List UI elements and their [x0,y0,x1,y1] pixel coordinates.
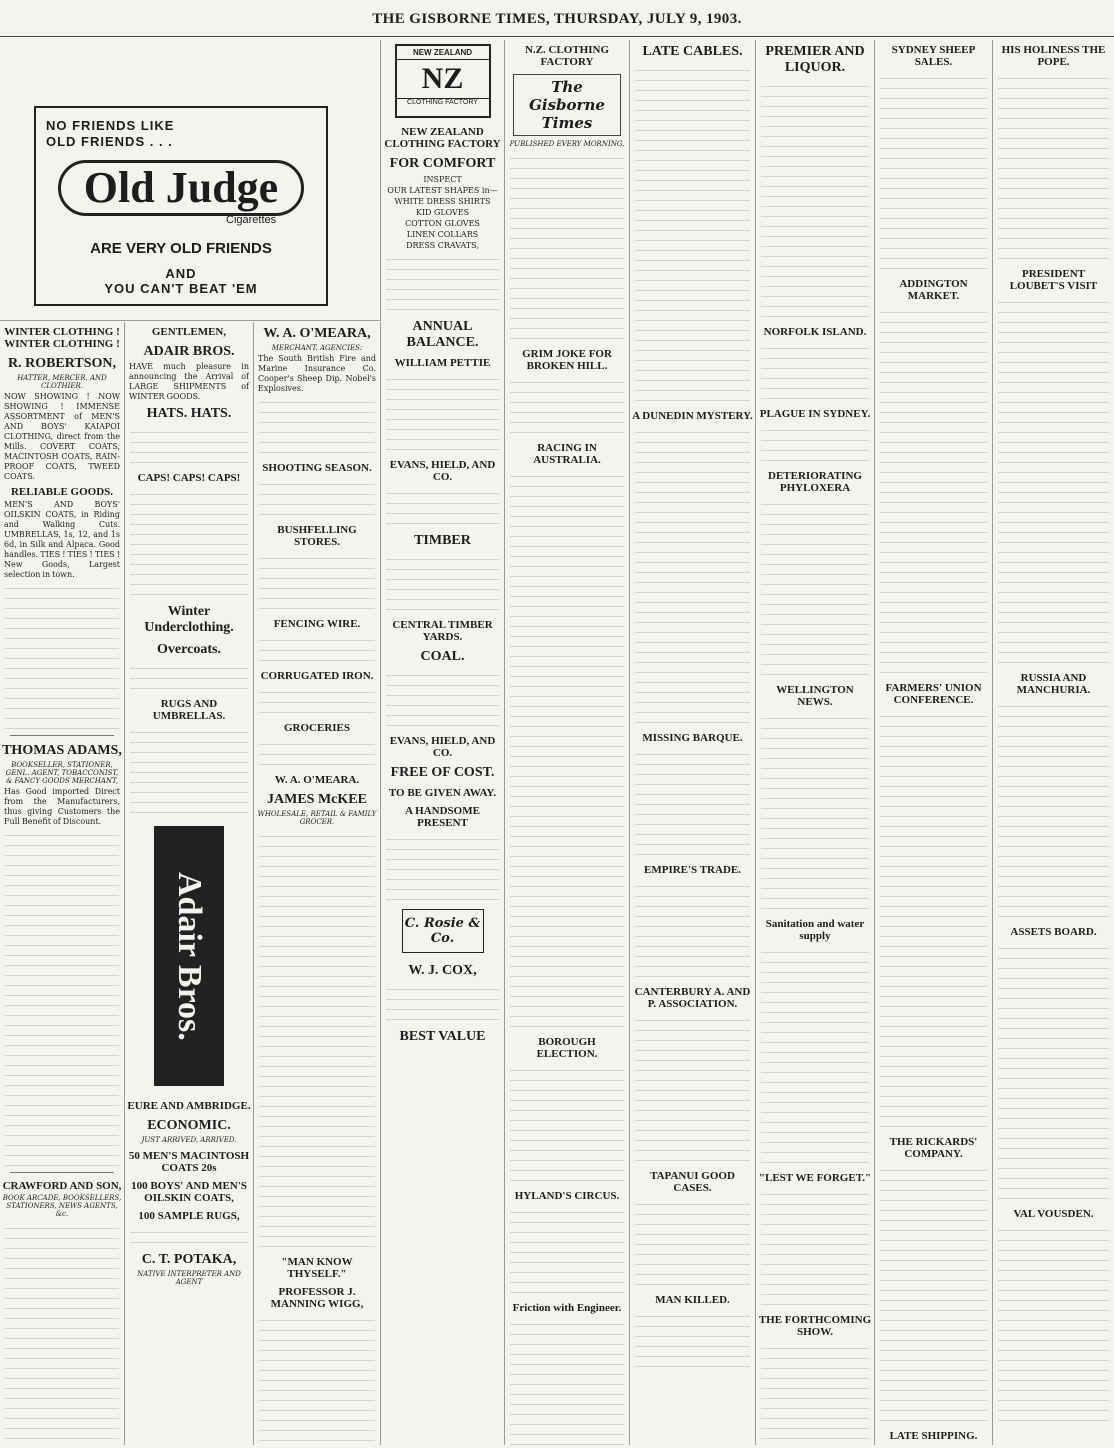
racing-heading: RACING IN AUSTRALIA. [533,442,601,466]
wigg-heading: PROFESSOR J. MANNING WIGG, [270,1286,364,1310]
adair-bros-heading: ADAIR BROS. [143,344,235,359]
rickards-company-heading: THE RICKARDS' COMPANY. [889,1136,978,1160]
text-block [635,64,750,404]
list-item: KID GLOVES [415,208,470,217]
mckee-sub: WHOLESALE, RETAIL & FAMILY GROCER. [257,810,377,826]
text-block [880,306,987,676]
text-block [259,396,375,456]
canterbury-heading: CANTERBURY A. AND P. ASSOCIATION. [634,986,751,1010]
caps-heading: CAPS! CAPS! CAPS! [137,472,241,484]
ad-line3: ARE VERY OLD FRIENDS [90,240,272,257]
list-item: COTTON GLOVES [405,219,480,228]
borough-election-heading: BOROUGH ELECTION. [536,1036,598,1060]
eure-ambridge-heading: EURE AND AMBRIDGE. [127,1100,251,1112]
text-block [510,1318,624,1445]
text-block [386,983,499,1023]
ad-brand-logo: Old Judge [58,160,304,216]
text-block [130,488,248,598]
masthead: THE GISBORNE TIMES, THURSDAY, JULY 9, 1903. [0,0,1114,37]
text-block [635,748,750,858]
friction-engineer-heading: Friction with Engineer. [512,1302,622,1314]
for-comfort-heading: FOR COMFORT [389,156,496,171]
central-timber-heading: CENTRAL TIMBER YARDS. [392,619,493,643]
overcoats-heading: Overcoats. [157,642,221,657]
nz-clothing-factory-heading: N.Z. CLOTHING FACTORY [524,44,610,68]
shooting-season-heading: SHOOTING SEASON. [262,462,372,474]
list-item: INSPECT [423,175,462,184]
tapanui-heading: TAPANUI GOOD CASES. [650,1170,735,1194]
text-block [130,662,248,692]
nz-clothing-factory-logo [395,44,491,118]
free-of-cost-heading: FREE OF COST. [390,765,495,780]
crawford-sub: BOOK ARCADE, BOOKSELLERS, STATIONERS, NEWS AGENTS, &c. [2,1194,122,1218]
omeara-sign-heading: W. A. O'MEARA. [274,774,360,786]
ad-product: Cigarettes [226,214,277,226]
text-block [510,1206,624,1296]
logo-bottom: CLOTHING FACTORY [397,98,489,106]
plague-sydney-heading: PLAGUE IN SYDNEY. [759,408,871,420]
nz-clothing-heading: NEW ZEALAND CLOTHING FACTORY [384,126,501,150]
adair-text: HAVE much pleasure in announcing the Arrival of LARGE SHIPMENTS of WINTER GOODS. [129,362,249,401]
column-7 [756,40,875,1445]
text-block [761,80,869,320]
text-block [386,553,499,613]
hats-heading: HATS. HATS. [146,406,232,421]
reliable-goods-heading: RELIABLE GOODS. [10,486,114,498]
text-block [510,1064,624,1184]
text-block [5,1222,119,1445]
adair-bros-vertical-banner: Adair Bros. [154,826,224,1086]
annual-balance-heading: ANNUAL BALANCE. [406,319,479,350]
assets-board-heading: ASSETS BOARD. [1010,926,1097,938]
list-item: DRESS CRAVATS, [406,241,479,250]
robertson-text: NOW SHOWING ! NOW SHOWING ! IMMENSE ASSORTMENT of MEN'S AND BOYS' KAIAPOI CLOTHING, direct from the Mills. COVERT COATS, MACINTOSH COATS, RAIN-PROOF COATS, TWEED COATS. [4,392,120,481]
text-block [510,152,624,342]
text-block [5,582,119,732]
logo-top: NEW ZEALAND [397,46,489,60]
president-loubet-heading: PRESIDENT LOUBET'S VISIT [1009,268,1098,292]
sanitation-heading: Sanitation and water supply [765,918,865,942]
val-vousden-heading: VAL VOUSDEN. [1013,1208,1094,1220]
list-item: OUR LATEST SHAPES in— [387,186,498,195]
thomas-adams-heading: THOMAS ADAMS, [2,743,122,758]
text-block [259,830,375,1250]
text-block [386,253,499,313]
old-judge-ad [0,40,381,321]
text-block [880,72,987,272]
phyloxera-heading: DETERIORATING PHYLOXERA [768,470,862,494]
hylands-circus-heading: HYLAND'S CIRCUS. [514,1190,620,1202]
text-block [761,498,869,678]
reliable-goods-text: MEN'S AND BOYS' OILSKIN COATS, in Riding and Walking Cuts. UMBRELLAS, 1s, 12, and 1s 6d, in Silk and Alpaca. Good handles. TIES ! TIES ! TIES ! New Goods, Largest selection in town. [4,500,120,579]
potaka-sub: NATIVE INTERPRETER AND AGENT [137,1270,241,1286]
macintosh-coats-heading: 50 MEN'S MACINTOSH COATS 20s [128,1150,250,1174]
rosie-logo: C. Rosie & Co. [402,909,484,953]
text-block [259,478,375,518]
evans-hield-heading: EVANS, HIELD, AND CO. [389,459,496,483]
text-block [259,686,375,716]
premier-liquor-heading: PREMIER AND LIQUOR. [765,44,865,75]
wellington-news-heading: WELLINGTON NEWS. [776,684,854,708]
text-block [998,296,1109,666]
handsome-present-heading: A HANDSOME PRESENT [405,805,480,829]
text-block [259,738,375,768]
text-block [635,1198,750,1288]
corrugated-iron-heading: CORRUGATED IRON. [260,670,374,682]
ad-and: AND [165,266,197,281]
text-block [880,1164,987,1424]
omeara-heading: W. A. O'MEARA, [263,326,371,341]
text-block [130,426,248,466]
rugs-heading: RUGS AND UMBRELLAS. [152,698,226,722]
robertson-heading: R. ROBERTSON, [7,356,117,371]
text-block [5,829,119,1169]
bushfelling-heading: BUSHFELLING STORES. [277,524,357,548]
published-every-morning: PUBLISHED EVERY MORNING. [509,140,625,148]
text-block [386,669,499,729]
late-cables-heading: LATE CABLES. [642,44,743,59]
column-5 [505,40,630,1445]
column-2 [125,322,254,1445]
james-mckee-heading: JAMES McKEE [267,792,367,807]
ad-line4 [36,266,326,296]
wj-cox-heading: W. J. COX, [408,963,477,978]
text-block [386,487,499,527]
text-block [998,700,1109,920]
sydney-sheep-sales-heading: SYDNEY SHEEP SALES. [891,44,976,68]
sample-rugs-heading: 100 SAMPLE RUGS, [138,1210,240,1222]
text-block [761,712,869,912]
timber-heading: TIMBER [414,533,471,548]
text-block [998,72,1109,262]
evans-hield-heading-2: EVANS, HIELD, AND CO. [389,735,496,759]
list-item: WHITE DRESS SHIRTS [394,197,491,206]
text-block [130,726,248,816]
man-killed-heading: MAN KILLED. [655,1294,730,1306]
oilskin-coats-heading: 100 BOYS' AND MEN'S OILSKIN COATS, [131,1180,247,1204]
text-block [635,426,750,726]
text-block [998,1224,1109,1424]
winter-underclothing-heading: Winter Underclothing. [144,604,234,635]
given-away-heading: TO BE GIVEN AWAY. [388,787,497,799]
ad-frame [34,106,328,306]
text-block [880,710,987,1130]
gentlemen-heading: GENTLEMEN, [151,326,227,338]
ad-line5: YOU CAN'T BEAT 'EM [104,281,258,296]
text-block [259,552,375,612]
lest-we-forget-heading: "LEST WE FORGET." [758,1172,872,1184]
divider [10,1172,114,1173]
text-block [635,880,750,980]
coal-heading: COAL. [420,649,465,664]
list-item: LINEN COLLARS [406,230,479,239]
text-block [761,946,869,1166]
text-block [761,342,869,402]
winter-clothing-heading: WINTER CLOTHING ! WINTER CLOTHING ! [4,326,120,350]
grim-joke-heading: GRIM JOKE FOR BROKEN HILL. [522,348,612,372]
ad-line1: NO FRIENDS LIKE [46,118,175,133]
text-block [761,424,869,464]
text-block [998,942,1109,1202]
text-block [130,1226,248,1246]
economic-heading: ECONOMIC. [147,1118,231,1133]
thomas-adams-sub: BOOKSELLER, STATIONER, GENL. AGENT, TOBACCONIST, & FANCY GOODS MERCHANT, [5,761,119,785]
potaka-heading: C. T. POTAKA, [141,1252,237,1267]
dunedin-mystery-heading: A DUNEDIN MYSTERY. [632,410,753,422]
empires-trade-heading: EMPIRE'S TRADE. [644,864,741,876]
text-block [259,1314,375,1445]
logo-mid: NZ [421,62,464,95]
column-8 [875,40,993,1445]
column-4 [381,40,505,1445]
man-know-thyself-heading: "MAN KNOW THYSELF." [281,1256,353,1280]
norfolk-island-heading: NORFOLK ISLAND. [763,326,867,338]
thomas-adams-text: Has Good imported Direct from the Manufacturers, thus giving Customers the Full Benefit of Discount. [4,787,120,826]
crawford-heading: CRAWFORD AND SON, [2,1180,122,1192]
russia-manchuria-heading: RUSSIA AND MANCHURIA. [1016,672,1091,696]
clothing-list [381,174,504,251]
text-block [386,373,499,453]
text-block [761,1188,869,1308]
late-shipping-heading: LATE SHIPPING. [889,1430,978,1442]
text-block [635,1310,750,1370]
addington-market-heading: ADDINGTON MARKET. [899,278,968,302]
divider [10,735,114,736]
text-block [761,1342,869,1445]
missing-barque-heading: MISSING BARQUE. [642,732,743,744]
farmers-union-heading: FARMERS' UNION CONFERENCE. [885,682,982,706]
column-6 [630,40,756,1445]
text-block [386,833,499,903]
forthcoming-show-heading: THE FORTHCOMING SHOW. [758,1314,872,1338]
pope-heading: HIS HOLINESS THE POPE. [1001,44,1106,68]
william-pettie-heading: WILLIAM PETTIE [394,357,491,369]
text-block [259,634,375,664]
text-block [510,376,624,436]
ad-line2: OLD FRIENDS . . . [46,134,173,149]
groceries-heading: GROCERIES [283,722,351,734]
column-3 [254,322,381,1445]
gisborne-times-nameplate: The Gisborne Times [513,74,621,136]
column-9 [993,40,1114,1445]
text-block [635,1014,750,1164]
just-arrived: JUST ARRIVED, ARRIVED. [141,1136,237,1144]
robertson-sub: HATTER, MERCER, AND CLOTHIER. [17,374,107,390]
column-1 [0,322,125,1445]
text-block [510,470,624,1030]
omeara-sub: MERCHANT, AGENCIES: [271,344,363,352]
fencing-wire-heading: FENCING WIRE. [273,618,361,630]
omeara-text: The South British Fire and Marine Insurance Co. Cooper's Sheep Dip. Nobel's Explosives. [258,354,376,393]
best-value-heading: BEST VALUE [399,1029,486,1044]
